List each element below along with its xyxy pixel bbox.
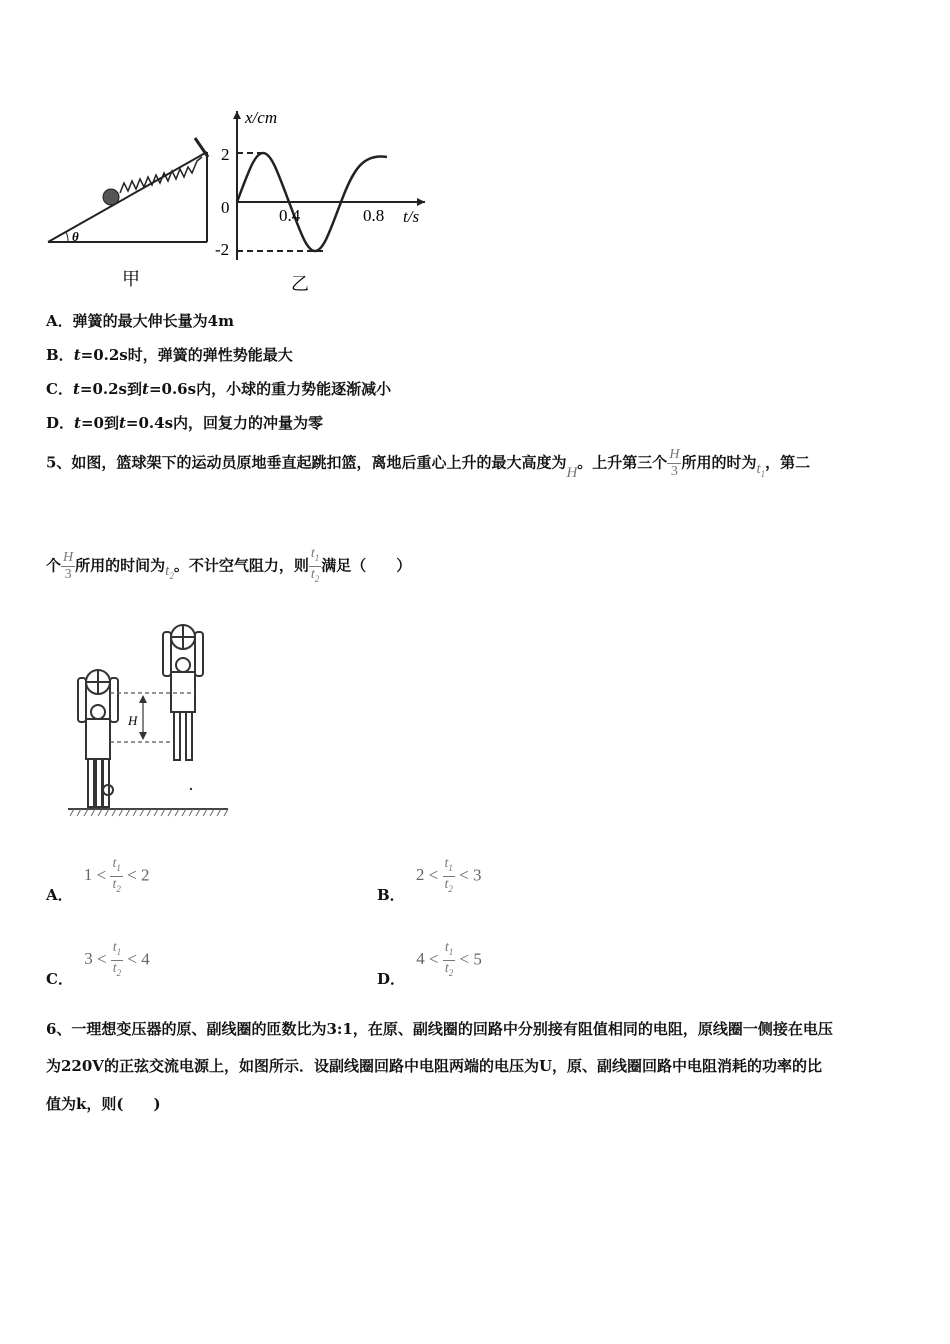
q4-option-c: C．t=0.2s到t=0.6s内，小球的重力势能逐渐减小 bbox=[46, 380, 392, 398]
q4-option-a: A．弹簧的最大伸长量为4m bbox=[46, 312, 234, 330]
fraction-h-over-3: $\frac{H}{3}$ bbox=[669, 447, 680, 479]
fig-yi-label: 乙 bbox=[291, 274, 309, 294]
q5-stem-line2: 个 $\frac{H}{3}$ 所用的时间为$t_2$。不计空气阻力，则 $\frac{t_1}{t_2}$ 满足（ ） bbox=[46, 546, 411, 587]
x-tick-08: 0.8 bbox=[363, 206, 385, 225]
q6-stem-line2: 为220V的正弦交流电源上，如图所示．设副线圈回路中电阻两端的电压为U，原、副线圈回路中电阻消耗的功率的比 bbox=[46, 1057, 823, 1075]
q4-option-d: D．t=0到t=0.4s内，回复力的冲量为零 bbox=[46, 414, 324, 432]
q6-stem-line3: 值为k，则( ) bbox=[46, 1095, 161, 1113]
x-tick-04: 0.4 bbox=[279, 206, 301, 225]
jump-figure bbox=[60, 620, 235, 820]
height-h-label: H bbox=[128, 713, 138, 728]
q5-stem-line1: 5、如图，篮球架下的运动员原地垂直起跳扣篮，离地后重心上升的最大高度为H。上升第三个 $\frac{H}{3}$ 所用的时为$t_1$，第二 bbox=[46, 447, 811, 481]
q5-option-d: D． 4 < $\frac{t_1}{t_2}$ < 5 bbox=[377, 940, 482, 989]
q6-stem-line1: 6、一理想变压器的原、副线圈的匝数比为3:1，在原、副线圈的回路中分别接有阻值相同的电阻，原线圈一侧接在电压 bbox=[46, 1020, 833, 1038]
y-axis-label: x/cm bbox=[245, 108, 278, 127]
q5-option-a: A． 1 < $\frac{t_1}{t_2}$ < 2 bbox=[46, 856, 150, 905]
q5-option-b: B． 2 < $\frac{t_1}{t_2}$ < 3 bbox=[377, 856, 482, 905]
y-tick-2: 2 bbox=[221, 145, 230, 164]
x-axis-label: t/s bbox=[403, 207, 420, 226]
fraction-t1-over-t2: $\frac{t_1}{t_2}$ bbox=[310, 546, 320, 584]
incline-figure bbox=[40, 125, 225, 300]
q5-option-c: C． 3 < $\frac{t_1}{t_2}$ < 4 bbox=[46, 940, 150, 989]
fig-jia-label: 甲 bbox=[122, 269, 140, 289]
xt-graph bbox=[215, 105, 435, 300]
q4-option-b: B．t=0.2s时，弹簧的弹性势能最大 bbox=[46, 346, 293, 364]
theta-label: θ bbox=[72, 229, 79, 244]
y-tick-neg2: -2 bbox=[215, 240, 230, 259]
origin-label: 0 bbox=[221, 198, 230, 217]
